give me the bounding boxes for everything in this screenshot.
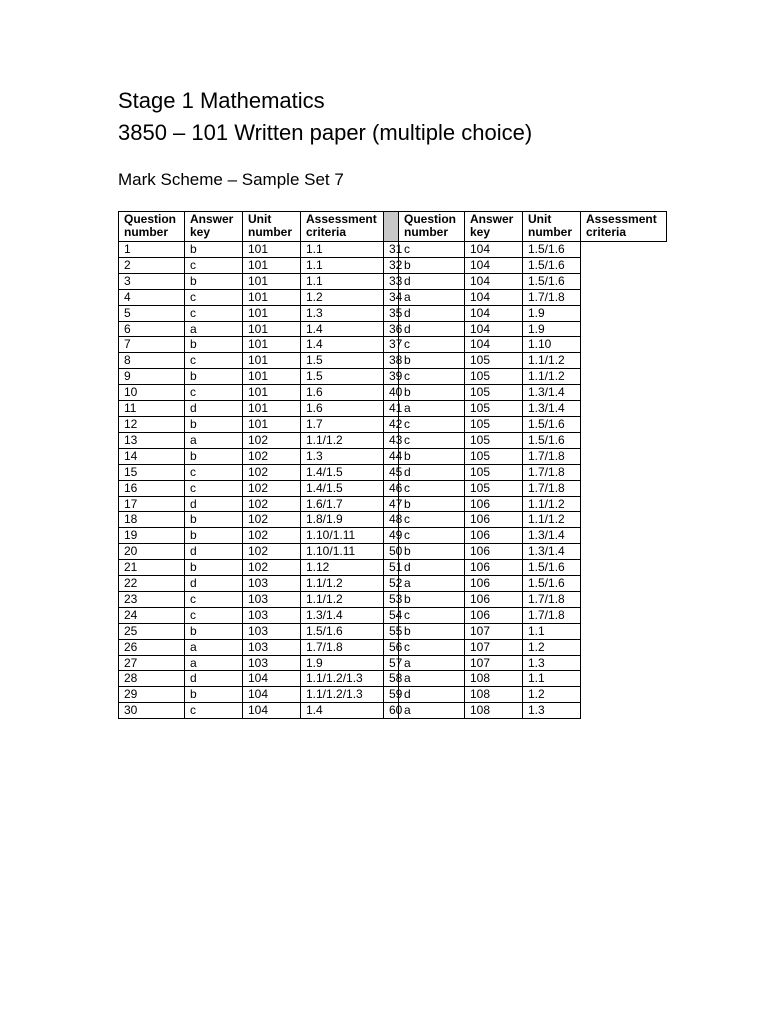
cell-answer-key: c	[399, 337, 465, 353]
cell-answer-key: d	[399, 464, 465, 480]
cell-unit-number: 102	[243, 432, 301, 448]
cell-unit-number: 104	[465, 242, 523, 258]
cell-answer-key: a	[399, 703, 465, 719]
cell-question-number: 21	[119, 560, 185, 576]
cell-assessment-criteria: 1.4/1.5	[301, 464, 384, 480]
cell-question-number: 45	[384, 464, 399, 480]
cell-answer-key: b	[185, 560, 243, 576]
cell-question-number: 41	[384, 401, 399, 417]
cell-assessment-criteria: 1.3	[523, 703, 581, 719]
table-row	[119, 416, 667, 432]
cell-question-number: 7	[119, 337, 185, 353]
cell-question-number: 26	[119, 639, 185, 655]
table-row	[119, 273, 667, 289]
table-row	[119, 671, 667, 687]
cell-question-number: 42	[384, 416, 399, 432]
cell-answer-key: b	[185, 337, 243, 353]
cell-assessment-criteria: 1.1/1.2/1.3	[301, 671, 384, 687]
cell-assessment-criteria: 1.9	[523, 305, 581, 321]
cell-assessment-criteria: 1.5	[301, 369, 384, 385]
cell-answer-key: d	[185, 544, 243, 560]
table-row	[119, 353, 667, 369]
cell-unit-number: 106	[465, 512, 523, 528]
cell-assessment-criteria: 1.5/1.6	[523, 257, 581, 273]
cell-question-number: 3	[119, 273, 185, 289]
cell-unit-number: 101	[243, 257, 301, 273]
cell-question-number: 33	[384, 273, 399, 289]
cell-assessment-criteria: 1.1/1.2	[523, 369, 581, 385]
cell-answer-key: c	[399, 607, 465, 623]
cell-answer-key: a	[185, 432, 243, 448]
cell-answer-key: d	[185, 671, 243, 687]
mark-scheme-table	[118, 211, 667, 719]
cell-assessment-criteria: 1.9	[301, 655, 384, 671]
cell-question-number: 8	[119, 353, 185, 369]
cell-assessment-criteria: 1.1/1.2	[301, 591, 384, 607]
cell-unit-number: 103	[243, 576, 301, 592]
cell-answer-key: c	[399, 512, 465, 528]
table-row	[119, 560, 667, 576]
cell-question-number: 17	[119, 496, 185, 512]
table-row	[119, 289, 667, 305]
cell-unit-number: 106	[465, 607, 523, 623]
cell-question-number: 30	[119, 703, 185, 719]
header-answer-key: Answer key	[185, 212, 243, 242]
cell-question-number: 12	[119, 416, 185, 432]
header-assessment-criteria: Assessment criteria	[581, 212, 667, 242]
cell-unit-number: 105	[465, 416, 523, 432]
cell-question-number: 52	[384, 576, 399, 592]
cell-answer-key: b	[185, 448, 243, 464]
cell-answer-key: b	[185, 416, 243, 432]
cell-unit-number: 106	[465, 591, 523, 607]
cell-question-number: 15	[119, 464, 185, 480]
cell-answer-key: a	[399, 655, 465, 671]
table-row	[119, 464, 667, 480]
cell-question-number: 1	[119, 242, 185, 258]
cell-unit-number: 102	[243, 496, 301, 512]
cell-question-number: 37	[384, 337, 399, 353]
cell-assessment-criteria: 1.1	[301, 257, 384, 273]
header-question-number: Question number	[399, 212, 465, 242]
cell-assessment-criteria: 1.1	[523, 671, 581, 687]
cell-assessment-criteria: 1.1	[301, 242, 384, 258]
cell-unit-number: 105	[465, 480, 523, 496]
cell-assessment-criteria: 1.7/1.8	[523, 591, 581, 607]
cell-question-number: 40	[384, 385, 399, 401]
cell-answer-key: c	[399, 480, 465, 496]
cell-assessment-criteria: 1.7/1.8	[523, 464, 581, 480]
cell-unit-number: 101	[243, 401, 301, 417]
cell-question-number: 25	[119, 623, 185, 639]
cell-question-number: 55	[384, 623, 399, 639]
cell-answer-key: c	[399, 369, 465, 385]
cell-question-number: 48	[384, 512, 399, 528]
cell-unit-number: 101	[243, 385, 301, 401]
cell-assessment-criteria: 1.5/1.6	[523, 242, 581, 258]
table-row	[119, 337, 667, 353]
cell-answer-key: b	[185, 687, 243, 703]
table-row	[119, 607, 667, 623]
cell-answer-key: b	[399, 353, 465, 369]
cell-question-number: 10	[119, 385, 185, 401]
cell-answer-key: c	[185, 703, 243, 719]
cell-answer-key: d	[399, 687, 465, 703]
table-row	[119, 321, 667, 337]
cell-unit-number: 104	[465, 289, 523, 305]
cell-assessment-criteria: 1.2	[523, 639, 581, 655]
cell-assessment-criteria: 1.3/1.4	[301, 607, 384, 623]
cell-question-number: 31	[384, 242, 399, 258]
cell-question-number: 19	[119, 528, 185, 544]
cell-assessment-criteria: 1.5/1.6	[523, 416, 581, 432]
cell-answer-key: a	[185, 639, 243, 655]
table-row	[119, 687, 667, 703]
header-row	[119, 212, 667, 242]
cell-unit-number: 105	[465, 464, 523, 480]
cell-unit-number: 101	[243, 337, 301, 353]
cell-unit-number: 101	[243, 305, 301, 321]
cell-answer-key: b	[399, 544, 465, 560]
cell-question-number: 51	[384, 560, 399, 576]
cell-assessment-criteria: 1.5/1.6	[523, 273, 581, 289]
cell-assessment-criteria: 1.7	[301, 416, 384, 432]
cell-unit-number: 102	[243, 544, 301, 560]
cell-unit-number: 108	[465, 671, 523, 687]
cell-unit-number: 104	[465, 337, 523, 353]
cell-question-number: 46	[384, 480, 399, 496]
table-row	[119, 242, 667, 258]
cell-assessment-criteria: 1.3	[523, 655, 581, 671]
cell-question-number: 57	[384, 655, 399, 671]
cell-answer-key: c	[185, 353, 243, 369]
cell-answer-key: b	[185, 273, 243, 289]
cell-unit-number: 101	[243, 369, 301, 385]
cell-answer-key: b	[185, 623, 243, 639]
cell-assessment-criteria: 1.7/1.8	[523, 289, 581, 305]
cell-unit-number: 103	[243, 623, 301, 639]
cell-question-number: 59	[384, 687, 399, 703]
cell-answer-key: b	[185, 512, 243, 528]
cell-assessment-criteria: 1.3/1.4	[523, 528, 581, 544]
cell-answer-key: b	[399, 591, 465, 607]
cell-unit-number: 106	[465, 560, 523, 576]
cell-question-number: 11	[119, 401, 185, 417]
table-row	[119, 512, 667, 528]
table-row	[119, 544, 667, 560]
cell-assessment-criteria: 1.3/1.4	[523, 385, 581, 401]
cell-question-number: 39	[384, 369, 399, 385]
cell-assessment-criteria: 1.1	[523, 623, 581, 639]
cell-assessment-criteria: 1.6	[301, 385, 384, 401]
cell-assessment-criteria: 1.3/1.4	[523, 544, 581, 560]
cell-question-number: 24	[119, 607, 185, 623]
cell-question-number: 47	[384, 496, 399, 512]
cell-answer-key: c	[185, 480, 243, 496]
table-row	[119, 496, 667, 512]
table-row	[119, 655, 667, 671]
cell-unit-number: 101	[243, 242, 301, 258]
cell-answer-key: c	[185, 385, 243, 401]
cell-assessment-criteria: 1.2	[523, 687, 581, 703]
table-row	[119, 401, 667, 417]
cell-answer-key: c	[399, 528, 465, 544]
cell-question-number: 16	[119, 480, 185, 496]
cell-unit-number: 101	[243, 416, 301, 432]
cell-unit-number: 107	[465, 639, 523, 655]
cell-unit-number: 104	[465, 305, 523, 321]
cell-assessment-criteria: 1.5/1.6	[523, 576, 581, 592]
cell-answer-key: a	[399, 401, 465, 417]
cell-unit-number: 108	[465, 687, 523, 703]
cell-answer-key: d	[399, 273, 465, 289]
cell-assessment-criteria: 1.5/1.6	[523, 432, 581, 448]
cell-answer-key: c	[185, 289, 243, 305]
cell-question-number: 20	[119, 544, 185, 560]
cell-question-number: 28	[119, 671, 185, 687]
cell-answer-key: d	[185, 496, 243, 512]
cell-assessment-criteria: 1.4	[301, 337, 384, 353]
cell-question-number: 53	[384, 591, 399, 607]
cell-answer-key: b	[399, 257, 465, 273]
cell-unit-number: 102	[243, 480, 301, 496]
table-row	[119, 528, 667, 544]
cell-unit-number: 103	[243, 607, 301, 623]
cell-unit-number: 106	[465, 528, 523, 544]
cell-unit-number: 108	[465, 703, 523, 719]
cell-unit-number: 101	[243, 289, 301, 305]
cell-question-number: 60	[384, 703, 399, 719]
cell-unit-number: 107	[465, 623, 523, 639]
table-row	[119, 703, 667, 719]
cell-assessment-criteria: 1.1	[301, 273, 384, 289]
cell-unit-number: 104	[243, 687, 301, 703]
cell-answer-key: c	[399, 639, 465, 655]
cell-assessment-criteria: 1.5/1.6	[301, 623, 384, 639]
cell-assessment-criteria: 1.6/1.7	[301, 496, 384, 512]
cell-answer-key: c	[399, 432, 465, 448]
cell-question-number: 34	[384, 289, 399, 305]
page-title: Stage 1 Mathematics	[118, 88, 325, 113]
cell-answer-key: a	[399, 671, 465, 687]
paper-title: 3850 – 101 Written paper (multiple choice)	[118, 120, 533, 145]
cell-answer-key: c	[185, 257, 243, 273]
cell-question-number: 22	[119, 576, 185, 592]
cell-unit-number: 104	[243, 671, 301, 687]
cell-question-number: 9	[119, 369, 185, 385]
cell-assessment-criteria: 1.7/1.8	[523, 607, 581, 623]
cell-unit-number: 105	[465, 353, 523, 369]
cell-answer-key: c	[185, 607, 243, 623]
cell-unit-number: 106	[465, 576, 523, 592]
cell-question-number: 35	[384, 305, 399, 321]
cell-question-number: 14	[119, 448, 185, 464]
cell-answer-key: d	[399, 560, 465, 576]
cell-unit-number: 105	[465, 448, 523, 464]
cell-assessment-criteria: 1.1/1.2	[523, 496, 581, 512]
cell-question-number: 56	[384, 639, 399, 655]
cell-answer-key: a	[399, 289, 465, 305]
cell-assessment-criteria: 1.7/1.8	[523, 448, 581, 464]
cell-answer-key: c	[399, 416, 465, 432]
cell-answer-key: a	[399, 576, 465, 592]
cell-question-number: 43	[384, 432, 399, 448]
cell-unit-number: 105	[465, 432, 523, 448]
cell-assessment-criteria: 1.1/1.2/1.3	[301, 687, 384, 703]
cell-answer-key: b	[399, 448, 465, 464]
cell-unit-number: 106	[465, 496, 523, 512]
cell-assessment-criteria: 1.12	[301, 560, 384, 576]
cell-assessment-criteria: 1.3/1.4	[523, 401, 581, 417]
cell-question-number: 50	[384, 544, 399, 560]
cell-answer-key: d	[185, 401, 243, 417]
cell-assessment-criteria: 1.4	[301, 703, 384, 719]
cell-question-number: 29	[119, 687, 185, 703]
cell-question-number: 32	[384, 257, 399, 273]
cell-answer-key: b	[399, 496, 465, 512]
cell-unit-number: 101	[243, 353, 301, 369]
cell-answer-key: d	[399, 321, 465, 337]
cell-unit-number: 105	[465, 401, 523, 417]
cell-assessment-criteria: 1.4/1.5	[301, 480, 384, 496]
cell-unit-number: 104	[243, 703, 301, 719]
cell-unit-number: 106	[465, 544, 523, 560]
cell-unit-number: 103	[243, 655, 301, 671]
header-unit-number: Unit number	[523, 212, 581, 242]
mark-scheme-subtitle: Mark Scheme – Sample Set 7	[118, 170, 344, 189]
cell-answer-key: a	[185, 321, 243, 337]
table-row	[119, 623, 667, 639]
cell-answer-key: d	[185, 576, 243, 592]
cell-unit-number: 101	[243, 321, 301, 337]
cell-answer-key: b	[185, 528, 243, 544]
cell-unit-number: 102	[243, 464, 301, 480]
cell-unit-number: 102	[243, 512, 301, 528]
cell-assessment-criteria: 1.2	[301, 289, 384, 305]
cell-answer-key: c	[185, 464, 243, 480]
header-answer-key: Answer key	[465, 212, 523, 242]
cell-answer-key: b	[399, 623, 465, 639]
cell-unit-number: 103	[243, 639, 301, 655]
cell-question-number: 13	[119, 432, 185, 448]
table-row	[119, 305, 667, 321]
cell-unit-number: 101	[243, 273, 301, 289]
cell-assessment-criteria: 1.3	[301, 305, 384, 321]
cell-question-number: 49	[384, 528, 399, 544]
cell-assessment-criteria: 1.10	[523, 337, 581, 353]
cell-assessment-criteria: 1.4	[301, 321, 384, 337]
cell-question-number: 27	[119, 655, 185, 671]
cell-question-number: 54	[384, 607, 399, 623]
cell-assessment-criteria: 1.9	[523, 321, 581, 337]
cell-answer-key: c	[399, 242, 465, 258]
cell-unit-number: 104	[465, 273, 523, 289]
cell-assessment-criteria: 1.10/1.11	[301, 544, 384, 560]
cell-assessment-criteria: 1.1/1.2	[301, 432, 384, 448]
cell-unit-number: 102	[243, 448, 301, 464]
cell-answer-key: a	[185, 655, 243, 671]
cell-answer-key: b	[185, 369, 243, 385]
cell-unit-number: 105	[465, 369, 523, 385]
cell-question-number: 2	[119, 257, 185, 273]
cell-unit-number: 107	[465, 655, 523, 671]
cell-assessment-criteria: 1.3	[301, 448, 384, 464]
cell-question-number: 4	[119, 289, 185, 305]
table-row	[119, 369, 667, 385]
cell-question-number: 18	[119, 512, 185, 528]
header-unit-number: Unit number	[243, 212, 301, 242]
cell-answer-key: c	[185, 305, 243, 321]
header-question-number: Question number	[119, 212, 185, 242]
table-row	[119, 257, 667, 273]
cell-assessment-criteria: 1.1/1.2	[301, 576, 384, 592]
cell-question-number: 23	[119, 591, 185, 607]
cell-assessment-criteria: 1.1/1.2	[523, 353, 581, 369]
cell-unit-number: 102	[243, 560, 301, 576]
cell-answer-key: c	[185, 591, 243, 607]
table-row	[119, 576, 667, 592]
cell-assessment-criteria: 1.5/1.6	[523, 560, 581, 576]
cell-assessment-criteria: 1.10/1.11	[301, 528, 384, 544]
cell-question-number: 5	[119, 305, 185, 321]
cell-assessment-criteria: 1.1/1.2	[523, 512, 581, 528]
header-assessment-criteria: Assessment criteria	[301, 212, 384, 242]
table-row	[119, 432, 667, 448]
cell-unit-number: 104	[465, 257, 523, 273]
table-row	[119, 385, 667, 401]
cell-question-number: 58	[384, 671, 399, 687]
table-row	[119, 448, 667, 464]
cell-unit-number: 104	[465, 321, 523, 337]
table-row	[119, 639, 667, 655]
cell-answer-key: b	[185, 242, 243, 258]
cell-assessment-criteria: 1.7/1.8	[301, 639, 384, 655]
cell-unit-number: 105	[465, 385, 523, 401]
cell-assessment-criteria: 1.7/1.8	[523, 480, 581, 496]
cell-question-number: 6	[119, 321, 185, 337]
cell-assessment-criteria: 1.8/1.9	[301, 512, 384, 528]
cell-question-number: 44	[384, 448, 399, 464]
cell-question-number: 36	[384, 321, 399, 337]
cell-unit-number: 102	[243, 528, 301, 544]
cell-answer-key: b	[399, 385, 465, 401]
cell-assessment-criteria: 1.6	[301, 401, 384, 417]
cell-question-number: 38	[384, 353, 399, 369]
cell-answer-key: d	[399, 305, 465, 321]
column-separator	[384, 212, 399, 242]
table-row	[119, 480, 667, 496]
table-row	[119, 591, 667, 607]
cell-unit-number: 103	[243, 591, 301, 607]
cell-assessment-criteria: 1.5	[301, 353, 384, 369]
